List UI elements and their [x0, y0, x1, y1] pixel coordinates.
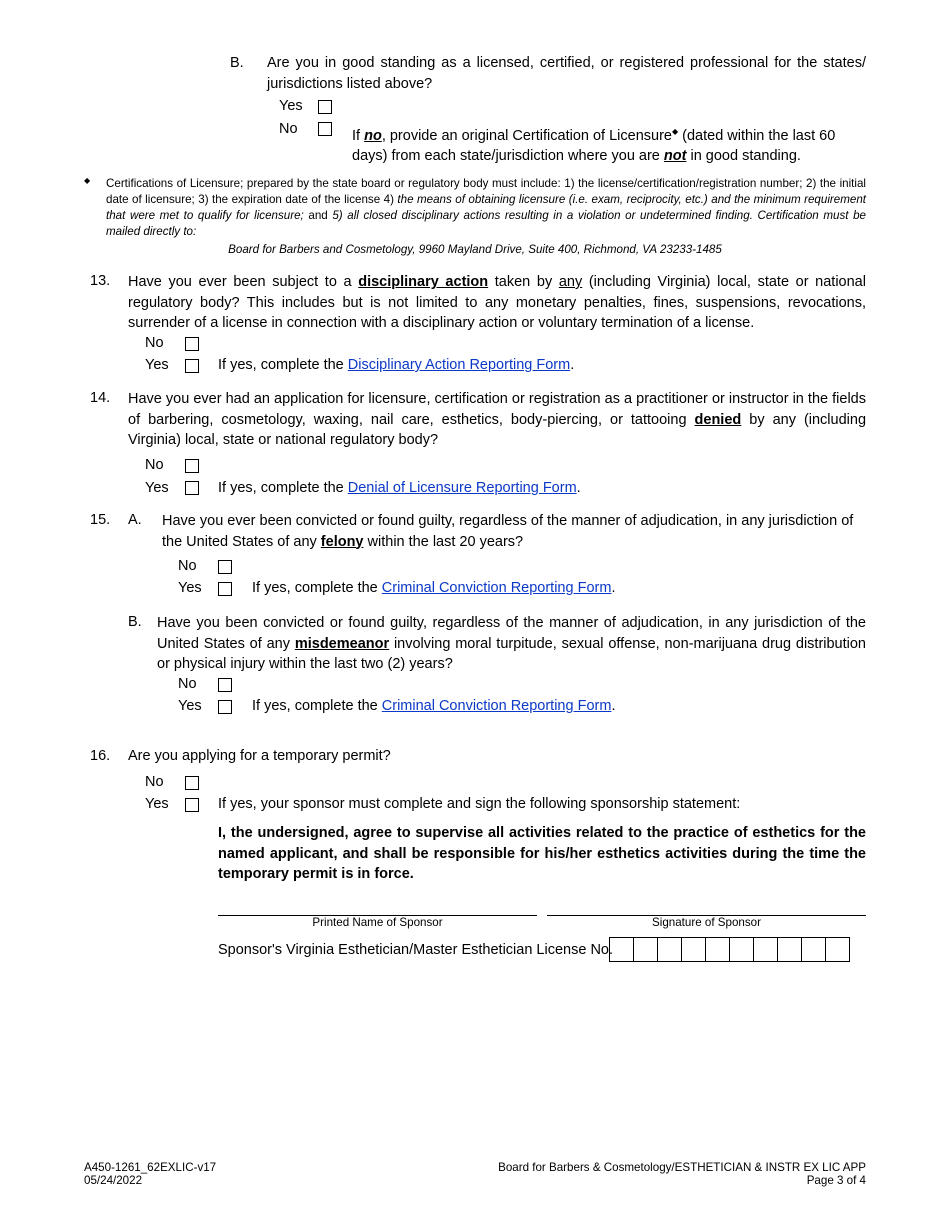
q14-yes-checkbox[interactable]	[185, 481, 199, 495]
license-number-label: Sponsor's Virginia Esthetician/Master Esthetician License No.	[218, 942, 614, 958]
q15a-no-label: No	[178, 558, 197, 574]
q15b-no-checkbox[interactable]	[218, 678, 232, 692]
q14-question: Have you ever had an application for licensure, certification or registration as a practitioner or instructor in the fields of barbering, cosmetology, waxing, nail care, esthetics, body-piercing, or tattooing denied by any (including Virginia) local, state or national regulatory body?	[128, 391, 867, 448]
q12b-no-label: No	[279, 121, 298, 137]
signature-label: Signature of Sponsor	[652, 916, 761, 929]
q16-no-label: No	[145, 774, 164, 790]
denial-of-licensure-form-link[interactable]: Denial of Licensure Reporting Form	[347, 480, 577, 496]
page-number: Page 3 of 4	[806, 1174, 866, 1187]
q13-number: 13.	[90, 273, 111, 289]
q14-yes-label: Yes	[145, 480, 169, 496]
license-digit-box[interactable]	[753, 937, 778, 962]
q12b-letter: B.	[230, 55, 244, 71]
q16-number: 16.	[90, 748, 111, 764]
q12b-no-checkbox[interactable]	[318, 122, 332, 136]
printed-name-label: Printed Name of Sponsor	[312, 916, 443, 929]
q12b-no-instructions: If no, provide an original Certification of Licensure◆ (dated within the last 60 days) from each state/jurisdiction where you are not in good standing.	[352, 127, 836, 165]
disciplinary-action-form-link[interactable]: Disciplinary Action Reporting Form	[347, 357, 571, 373]
footnote-diamond-icon: ◆	[84, 176, 91, 185]
q16-yes-checkbox[interactable]	[185, 798, 199, 812]
license-digit-box[interactable]	[825, 937, 850, 962]
board-app-title: Board for Barbers & Cosmetology/ESTHETICIAN & INSTR EX LIC APP	[498, 1161, 866, 1174]
not-emphasis: not	[663, 148, 687, 165]
license-digit-box[interactable]	[657, 937, 682, 962]
license-digit-box[interactable]	[681, 937, 706, 962]
license-digit-box[interactable]	[609, 937, 634, 962]
q15b-yes-checkbox[interactable]	[218, 700, 232, 714]
q13-yes-checkbox[interactable]	[185, 359, 199, 373]
q15a-no-checkbox[interactable]	[218, 560, 232, 574]
q16-no-checkbox[interactable]	[185, 776, 199, 790]
q12b-yes-checkbox[interactable]	[318, 100, 332, 114]
q12b-yes-label: Yes	[279, 98, 303, 114]
q16-if-yes: If yes, your sponsor must complete and sign the following sponsorship statement:	[218, 796, 741, 812]
q12b-question: Are you in good standing as a licensed, certified, or registered professional for the states/ jurisdictions listed above?	[267, 55, 866, 92]
q15a-question: Have you ever been convicted or found guilty, regardless of the manner of adjudication, in any jurisdiction of the United States of any felony within the last 20 years?	[162, 513, 854, 550]
q15b-yes-label: Yes	[178, 698, 202, 714]
diamond-icon: ◆	[671, 127, 679, 136]
q15-number: 15.	[90, 512, 111, 528]
q15b-no-label: No	[178, 676, 197, 692]
q15a-yes-label: Yes	[178, 580, 202, 596]
license-digit-box[interactable]	[633, 937, 658, 962]
board-address: Board for Barbers and Cosmetology, 9960 Mayland Drive, Suite 400, Richmond, VA 23233-1485	[228, 243, 722, 256]
sponsorship-statement: I, the undersigned, agree to supervise all activities related to the practice of esthetics for the named applicant, and shall be responsible for his/her esthetics activities during the time the temporary permit is in force.	[218, 825, 866, 882]
q15a-yes-checkbox[interactable]	[218, 582, 232, 596]
license-digit-box[interactable]	[801, 937, 826, 962]
q15a-if-yes: If yes, complete the Criminal Conviction Reporting Form.	[252, 580, 616, 596]
q13-no-label: No	[145, 335, 164, 351]
footer-right	[498, 1161, 866, 1187]
q13-no-checkbox[interactable]	[185, 337, 199, 351]
criminal-conviction-form-link-a[interactable]: Criminal Conviction Reporting Form	[381, 580, 612, 596]
q15a-letter: A.	[128, 512, 142, 528]
q16-yes-label: Yes	[145, 796, 169, 812]
q15b-letter: B.	[128, 614, 142, 630]
q14-no-checkbox[interactable]	[185, 459, 199, 473]
q14-if-yes: If yes, complete the Denial of Licensure Reporting Form.	[218, 480, 581, 496]
q15b-question: Have you been convicted or found guilty, regardless of the manner of adjudication, in any jurisdiction of the United States of any misdemeanor involving moral turpitude, sexual offense, non-marijuana drug distribution or physical injury within the last two (2) years?	[157, 615, 866, 672]
q13-yes-label: Yes	[145, 357, 169, 373]
license-digit-box[interactable]	[777, 937, 802, 962]
q15b-if-yes: If yes, complete the Criminal Conviction Reporting Form.	[252, 698, 616, 714]
license-digit-box[interactable]	[705, 937, 730, 962]
footer-left	[84, 1161, 216, 1187]
q14-no-label: No	[145, 457, 164, 473]
license-number-boxes[interactable]	[610, 937, 850, 962]
form-date: 05/24/2022	[84, 1174, 143, 1187]
license-digit-box[interactable]	[729, 937, 754, 962]
q14-number: 14.	[90, 390, 111, 406]
footnote-text: Certifications of Licensure; prepared by the state board or regulatory body must include: 1) the license/certification/registration number; 2) the initial date of licensure; 3) the expiration date of the license 4) the means of obtaining licensure (i.e. exam, reciprocity, etc.) and the minimum requirement that were met to qualify for licensure; and 5) all closed disciplinary actions resulting in a violation or undetermined finding. Certification must be mailed directly to:	[106, 177, 866, 238]
no-emphasis: no	[364, 127, 382, 144]
criminal-conviction-form-link-b[interactable]: Criminal Conviction Reporting Form	[381, 698, 612, 714]
q16-question: Are you applying for a temporary permit?	[128, 748, 391, 764]
form-id: A450-1261_62EXLIC-v17	[84, 1161, 217, 1174]
q13-question: Have you ever been subject to a disciplinary action taken by any (including Virginia) local, state or national regulatory body? This includes but is not limited to any monetary penalties, fines, suspensions, revocations, surrender of a license in connection with a disciplinary action or voluntary termination of a license.	[128, 274, 866, 331]
q13-if-yes: If yes, complete the Disciplinary Action Reporting Form.	[218, 357, 575, 373]
